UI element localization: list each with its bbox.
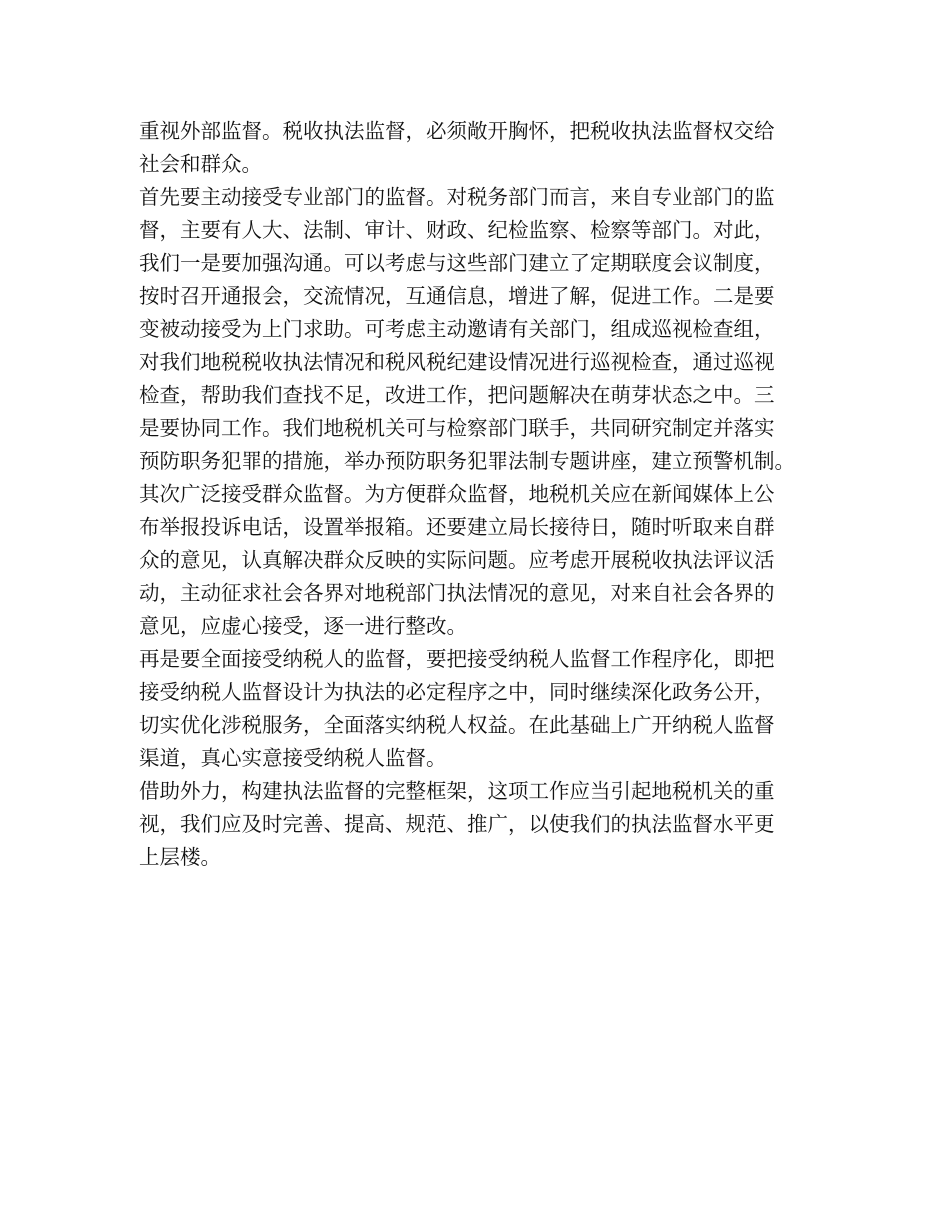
text-line: 对我们地税税收执法情况和税风税纪建设情况进行巡视检查，通过巡视 [139, 350, 775, 374]
text-line: 重视外部监督。税收执法监督，必须敞开胸怀，把税收执法监督权交给 [139, 119, 775, 143]
text-line: 社会和群众。 [139, 152, 262, 176]
text-line: 其次广泛接受群众监督。为方便群众监督，地税机关应在新闻媒体上公 [139, 482, 775, 506]
text-line: 切实优化涉税服务，全面落实纳税人权益。在此基础上广开纳税人监督 [139, 713, 775, 737]
text-line: 是要协同工作。我们地税机关可与检察部门联手，共同研究制定并落实 [139, 416, 775, 440]
text-line: 变被动接受为上门求助。可考虑主动邀请有关部门，组成巡视检查组， [139, 317, 775, 341]
text-line: 首先要主动接受专业部门的监督。对税务部门而言，来自专业部门的监 [139, 185, 775, 209]
text-line: 视，我们应及时完善、提高、规范、推广，以使我们的执法监督水平更 [139, 812, 775, 836]
text-line: 再是要全面接受纳税人的监督，要把接受纳税人监督工作程序化，即把 [139, 647, 775, 671]
document-body [139, 115, 829, 874]
text-line: 检查，帮助我们查找不足，改进工作，把问题解决在萌芽状态之中。三 [139, 383, 775, 407]
text-line: 接受纳税人监督设计为执法的必定程序之中，同时继续深化政务公开， [139, 680, 775, 704]
text-line: 按时召开通报会，交流情况，互通信息，增进了解，促进工作。二是要 [139, 284, 775, 308]
text-line: 意见，应虚心接受，逐一进行整改。 [139, 614, 467, 638]
text-line: 渠道，真心实意接受纳税人监督。 [139, 746, 447, 770]
text-line: 动，主动征求社会各界对地税部门执法情况的意见，对来自社会各界的 [139, 581, 775, 605]
text-line: 借助外力，构建执法监督的完整框架，这项工作应当引起地税机关的重 [139, 779, 775, 803]
text-line: 布举报投诉电话，设置举报箱。还要建立局长接待日，随时听取来自群 [139, 515, 775, 539]
text-line: 预防职务犯罪的措施，举办预防职务犯罪法制专题讲座，建立预警机制。 [139, 449, 795, 473]
text-line: 上层楼。 [139, 845, 221, 869]
text-line: 督，主要有人大、法制、审计、财政、纪检监察、检察等部门。对此， [139, 218, 775, 242]
text-line: 我们一是要加强沟通。可以考虑与这些部门建立了定期联度会议制度， [139, 251, 775, 275]
text-line: 众的意见，认真解决群众反映的实际问题。应考虑开展税收执法评议活 [139, 548, 775, 572]
